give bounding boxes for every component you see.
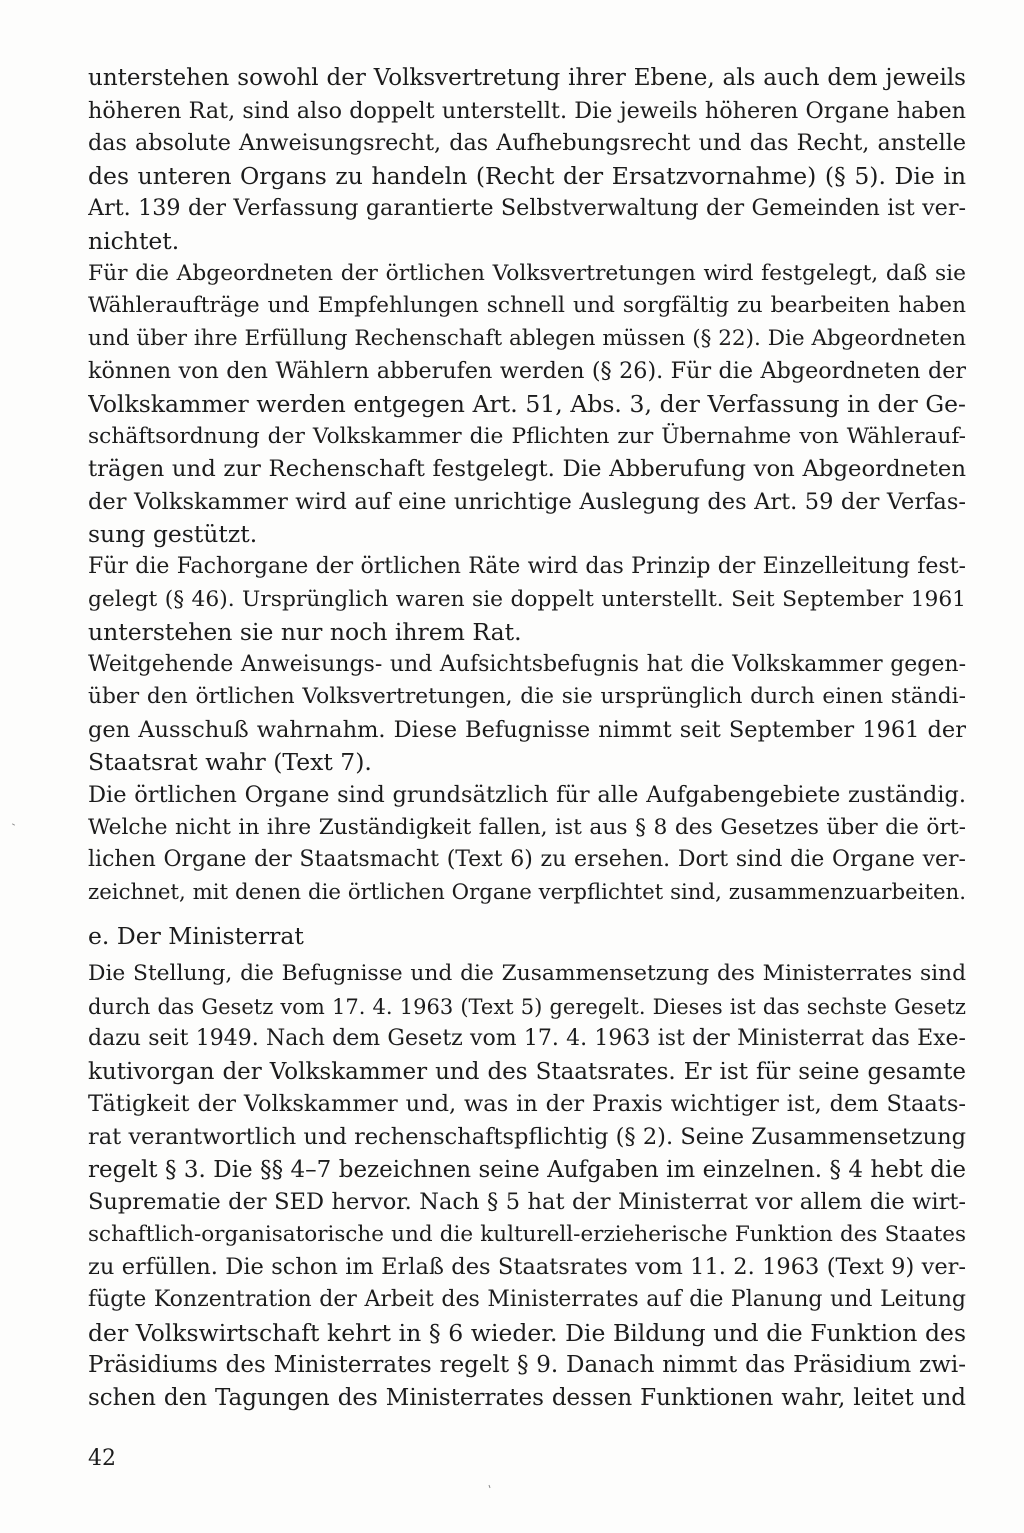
text-line: fügte Konzentration der Arbeit des Ministerrates auf die Planung und Leitung bbox=[88, 1286, 966, 1312]
text-line: gelegt (§ 46). Ursprünglich waren sie doppelt unterstellt. Seit September 1961 bbox=[88, 586, 966, 612]
text-line: gen Ausschuß wahrnahm. Diese Befugnisse nimmt seit September 1961 der bbox=[88, 716, 966, 743]
text-line: des unteren Organs zu handeln (Recht der Ersatzvornahme) (§ 5). Die in bbox=[88, 161, 966, 190]
text-line: dazu seit 1949. Nach dem Gesetz vom 17. 4. 1963 ist der Ministerrat das Exe- bbox=[88, 1026, 966, 1052]
text-line: trägen und zur Rechenschaft festgelegt. Die Abberufung von Abgeordneten bbox=[88, 456, 966, 483]
text-line: sung gestützt. bbox=[88, 520, 258, 549]
text-line: kutivorgan der Volkskammer und des Staatsrates. Er ist für seine gesamte bbox=[88, 1058, 966, 1085]
text-line: und über ihre Erfüllung Rechenschaft ablegen müssen (§ 22). Die Abgeordneten bbox=[88, 325, 966, 351]
text-line: Volkskammer werden entgegen Art. 51, Abs. 3, der Verfassung in der Ge- bbox=[88, 389, 966, 418]
text-line: schaftlich-organisatorische und die kulturell-erzieherische Funktion des Staates bbox=[88, 1221, 966, 1247]
text-line: höheren Rat, sind also doppelt unterstellt. Die jeweils höheren Organe haben bbox=[88, 97, 966, 124]
text-line: der Volkswirtschaft kehrt in § 6 wieder. Die Bildung und die Funktion des bbox=[88, 1318, 966, 1347]
text-line: zu erfüllen. Die schon im Erlaß des Staatsrates vom 11. 2. 1963 (Text 9) ver- bbox=[88, 1254, 966, 1281]
section-heading: e. Der Ministerrat bbox=[88, 922, 304, 950]
text-line: Wähleraufträge und Empfehlungen schnell und sorgfältig zu bearbeiten haben bbox=[88, 293, 966, 319]
body-text-upper bbox=[88, 62, 966, 909]
text-line: das absolute Anweisungsrecht, das Aufhebungsrecht und das Recht, anstelle bbox=[88, 130, 966, 157]
text-line: rat verantwortlich und rechenschaftspflichtig (§ 2). Seine Zusammensetzung bbox=[88, 1123, 966, 1150]
text-line: Die Stellung, die Befugnisse und die Zusammensetzung des Ministerrates sind bbox=[88, 961, 966, 986]
text-line: Für die Fachorgane der örtlichen Räte wird das Prinzip der Einzelleitung fest- bbox=[88, 553, 966, 579]
text-line: durch das Gesetz vom 17. 4. 1963 (Text 5) geregelt. Dieses ist das sechste Gesetz bbox=[88, 994, 966, 1019]
text-line: zeichnet, mit denen die örtlichen Organe verpflichtet sind, zusammenzuarbeiten. bbox=[88, 879, 966, 905]
text-line: lichen Organe der Staatsmacht (Text 6) zu ersehen. Dort sind die Organe ver- bbox=[88, 847, 966, 873]
text-line: Suprematie der SED hervor. Nach § 5 hat der Ministerrat vor allem die wirt- bbox=[88, 1189, 966, 1216]
scan-speck bbox=[489, 1485, 491, 1488]
page-number: 42 bbox=[88, 1446, 116, 1471]
scan-speck bbox=[12, 823, 15, 825]
text-line: schäftsordnung der Volkskammer die Pflichten zur Übernahme von Wählerauf- bbox=[88, 423, 966, 449]
text-line: unterstehen sie nur noch ihrem Rat. bbox=[88, 618, 522, 647]
text-line: Präsidiums des Ministerrates regelt § 9. Danach nimmt das Präsidium zwi- bbox=[88, 1352, 966, 1379]
text-line: über den örtlichen Volksvertretungen, die sie ursprünglich durch einen ständi- bbox=[88, 684, 966, 710]
body-text-lower bbox=[88, 958, 966, 1414]
text-line: Art. 139 der Verfassung garantierte Selbstverwaltung der Gemeinden ist ver- bbox=[88, 195, 966, 222]
text-line: Die örtlichen Organe sind grundsätzlich für alle Aufgabengebiete zuständig. bbox=[88, 782, 966, 809]
text-line: Tätigkeit der Volkskammer und, was in der Praxis wichtiger ist, dem Staats- bbox=[88, 1091, 966, 1118]
text-line: Welche nicht in ihre Zuständigkeit fallen, ist aus § 8 des Gesetzes über die ört- bbox=[88, 814, 966, 840]
text-line: können von den Wählern abberufen werden (§ 26). Für die Abgeordneten der bbox=[88, 358, 966, 385]
text-line: Weitgehende Anweisungs- und Aufsichtsbefugnis hat die Volkskammer gegen- bbox=[88, 651, 966, 677]
text-line: unterstehen sowohl der Volksvertretung ihrer Ebene, als auch dem jeweils bbox=[88, 65, 966, 91]
text-line: schen den Tagungen des Ministerrates dessen Funktionen wahr, leitet und bbox=[88, 1384, 966, 1411]
text-line: Für die Abgeordneten der örtlichen Volksvertretungen wird festgelegt, daß sie bbox=[88, 260, 966, 286]
text-line: der Volkskammer wird auf eine unrichtige Auslegung des Art. 59 der Verfas- bbox=[88, 488, 966, 515]
text-line: Staatsrat wahr (Text 7). bbox=[88, 748, 372, 777]
text-line: nichtet. bbox=[88, 226, 180, 255]
text-line: regelt § 3. Die §§ 4–7 bezeichnen seine Aufgaben im einzelnen. § 4 hebt die bbox=[88, 1156, 966, 1183]
